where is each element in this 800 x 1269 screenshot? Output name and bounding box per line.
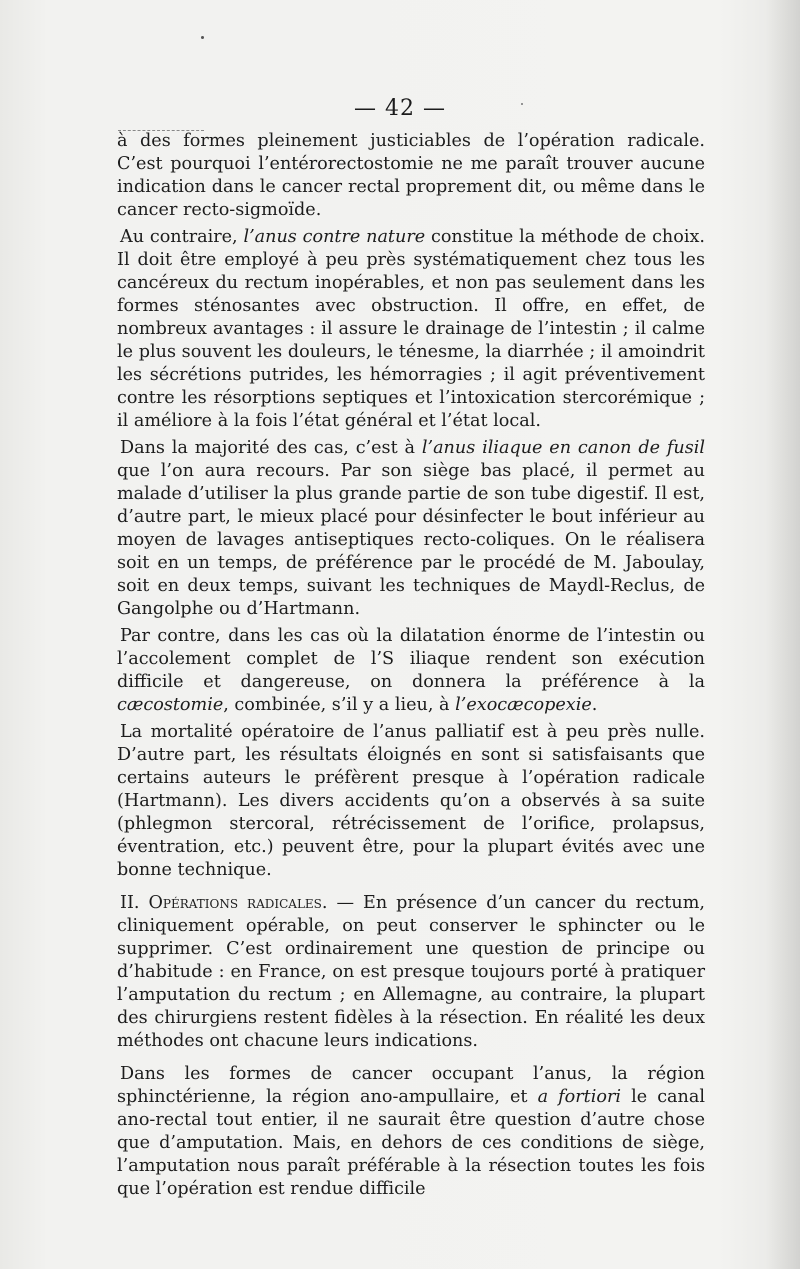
text-run: . — En présence d’un cancer du rectum, cliniquement opérable, on peut conserver le sphincter ou le supprimer. C’est ordinairement une question de principe ou d’habitude : en France, on est presque toujours porté à pratiquer l’amputation du rectum ; en Allemagne, au contraire, la plupart des chirurgiens restent fidèles à la résection. En réalité les deux méthodes ont chacune leurs indications.	[117, 893, 705, 1051]
text-run: le canal ano-rectal tout entier, il ne saurait être question d’autre chose que d’amputation. Mais, en dehors de ces conditions de siège, l’amputation nous paraît préférable à la résection toutes les fois que l’opération est rendue difficile	[117, 1087, 705, 1199]
text-run: à des formes pleinement justiciables de l’opération radicale. C’est pourquoi l’entérorectostomie ne me paraît trouver aucune indication dans le cancer rectal proprement dit, ou même dans le cancer recto-sigmoïde.	[117, 131, 705, 220]
paragraph	[117, 437, 705, 621]
paragraph	[117, 1063, 705, 1201]
italic-text: l’exocæcopexie	[455, 695, 592, 715]
small-caps-text: Opérations radicales	[148, 893, 322, 913]
text-run: que l’on aura recours. Par son siège bas placé, il permet au malade d’utiliser la plus grande partie de son tube digestif. Il est, d’autre part, le mieux placé pour désinfecter le bout inférieur au moyen de lavages antiseptiques recto-coliques. On le réalisera soit en un temps, de préférence par le procédé de M. Jaboulay, soit en deux temps, suivant les techniques de Maydl-Reclus, de Gangolphe ou d’Hartmann.	[117, 461, 705, 619]
text-run: Dans la majorité des cas, c’est à	[120, 438, 422, 458]
paragraph	[117, 130, 705, 222]
text-run: constitue la méthode de choix. Il doit être employé à peu près systématiquement chez tous les cancéreux du rectum inopérables, et non pas seulement dans les formes sténosantes avec obstruction. Il offre, en effet, de nombreux avantages : il assure le drainage de l’intestin ; il calme le plus souvent les douleurs, le ténesme, la diarrhée ; il amoindrit les sécrétions putrides, les hémorragies ; il agit préventivement contre les résorptions septiques et l’intoxication stercorémique ; il améliore à la fois l’état général et l’état local.	[117, 227, 705, 431]
ink-speck	[201, 36, 204, 39]
page-number: — 42 —	[354, 96, 446, 121]
italic-text: l’anus iliaque en canon de fusil	[421, 438, 705, 458]
section-heading-paragraph	[117, 892, 705, 1053]
text-run: Dans les formes de cancer occupant l’anus, la région sphinctérienne, la région ano-ampullaire, et	[117, 1064, 705, 1107]
text-run: Au contraire,	[120, 227, 244, 247]
text-run: .	[591, 695, 598, 715]
text-run: , combinée, s’il y a lieu, à	[223, 695, 456, 715]
paragraph	[117, 226, 705, 433]
page-edge-shadow	[766, 0, 800, 1269]
body-text	[117, 130, 705, 1201]
text-run: II.	[120, 893, 149, 913]
paragraph	[117, 625, 705, 717]
paragraph	[117, 721, 705, 882]
text-run: Par contre, dans les cas où la dilatation énorme de l’intestin ou l’accolement complet de l’S iliaque rendent son exécution difficile et dangereuse, on donnera la préférence à la	[117, 626, 705, 692]
text-run: La mortalité opératoire de l’anus palliatif est à peu près nulle. D’autre part, les résultats éloignés en sont si satisfaisants que certains auteurs le préfèrent presque à l’opération radicale (Hartmann). Les divers accidents qu’on a observés à sa suite (phlegmon stercoral, rétrécissement de l’orifice, prolapsus, éventration, etc.) peuvent être, pour la plupart évités avec une bonne technique.	[117, 722, 705, 880]
italic-text: a fortiori	[537, 1087, 621, 1107]
italic-text: cæcostomie	[117, 695, 224, 715]
italic-text: l’anus contre nature	[243, 227, 426, 247]
